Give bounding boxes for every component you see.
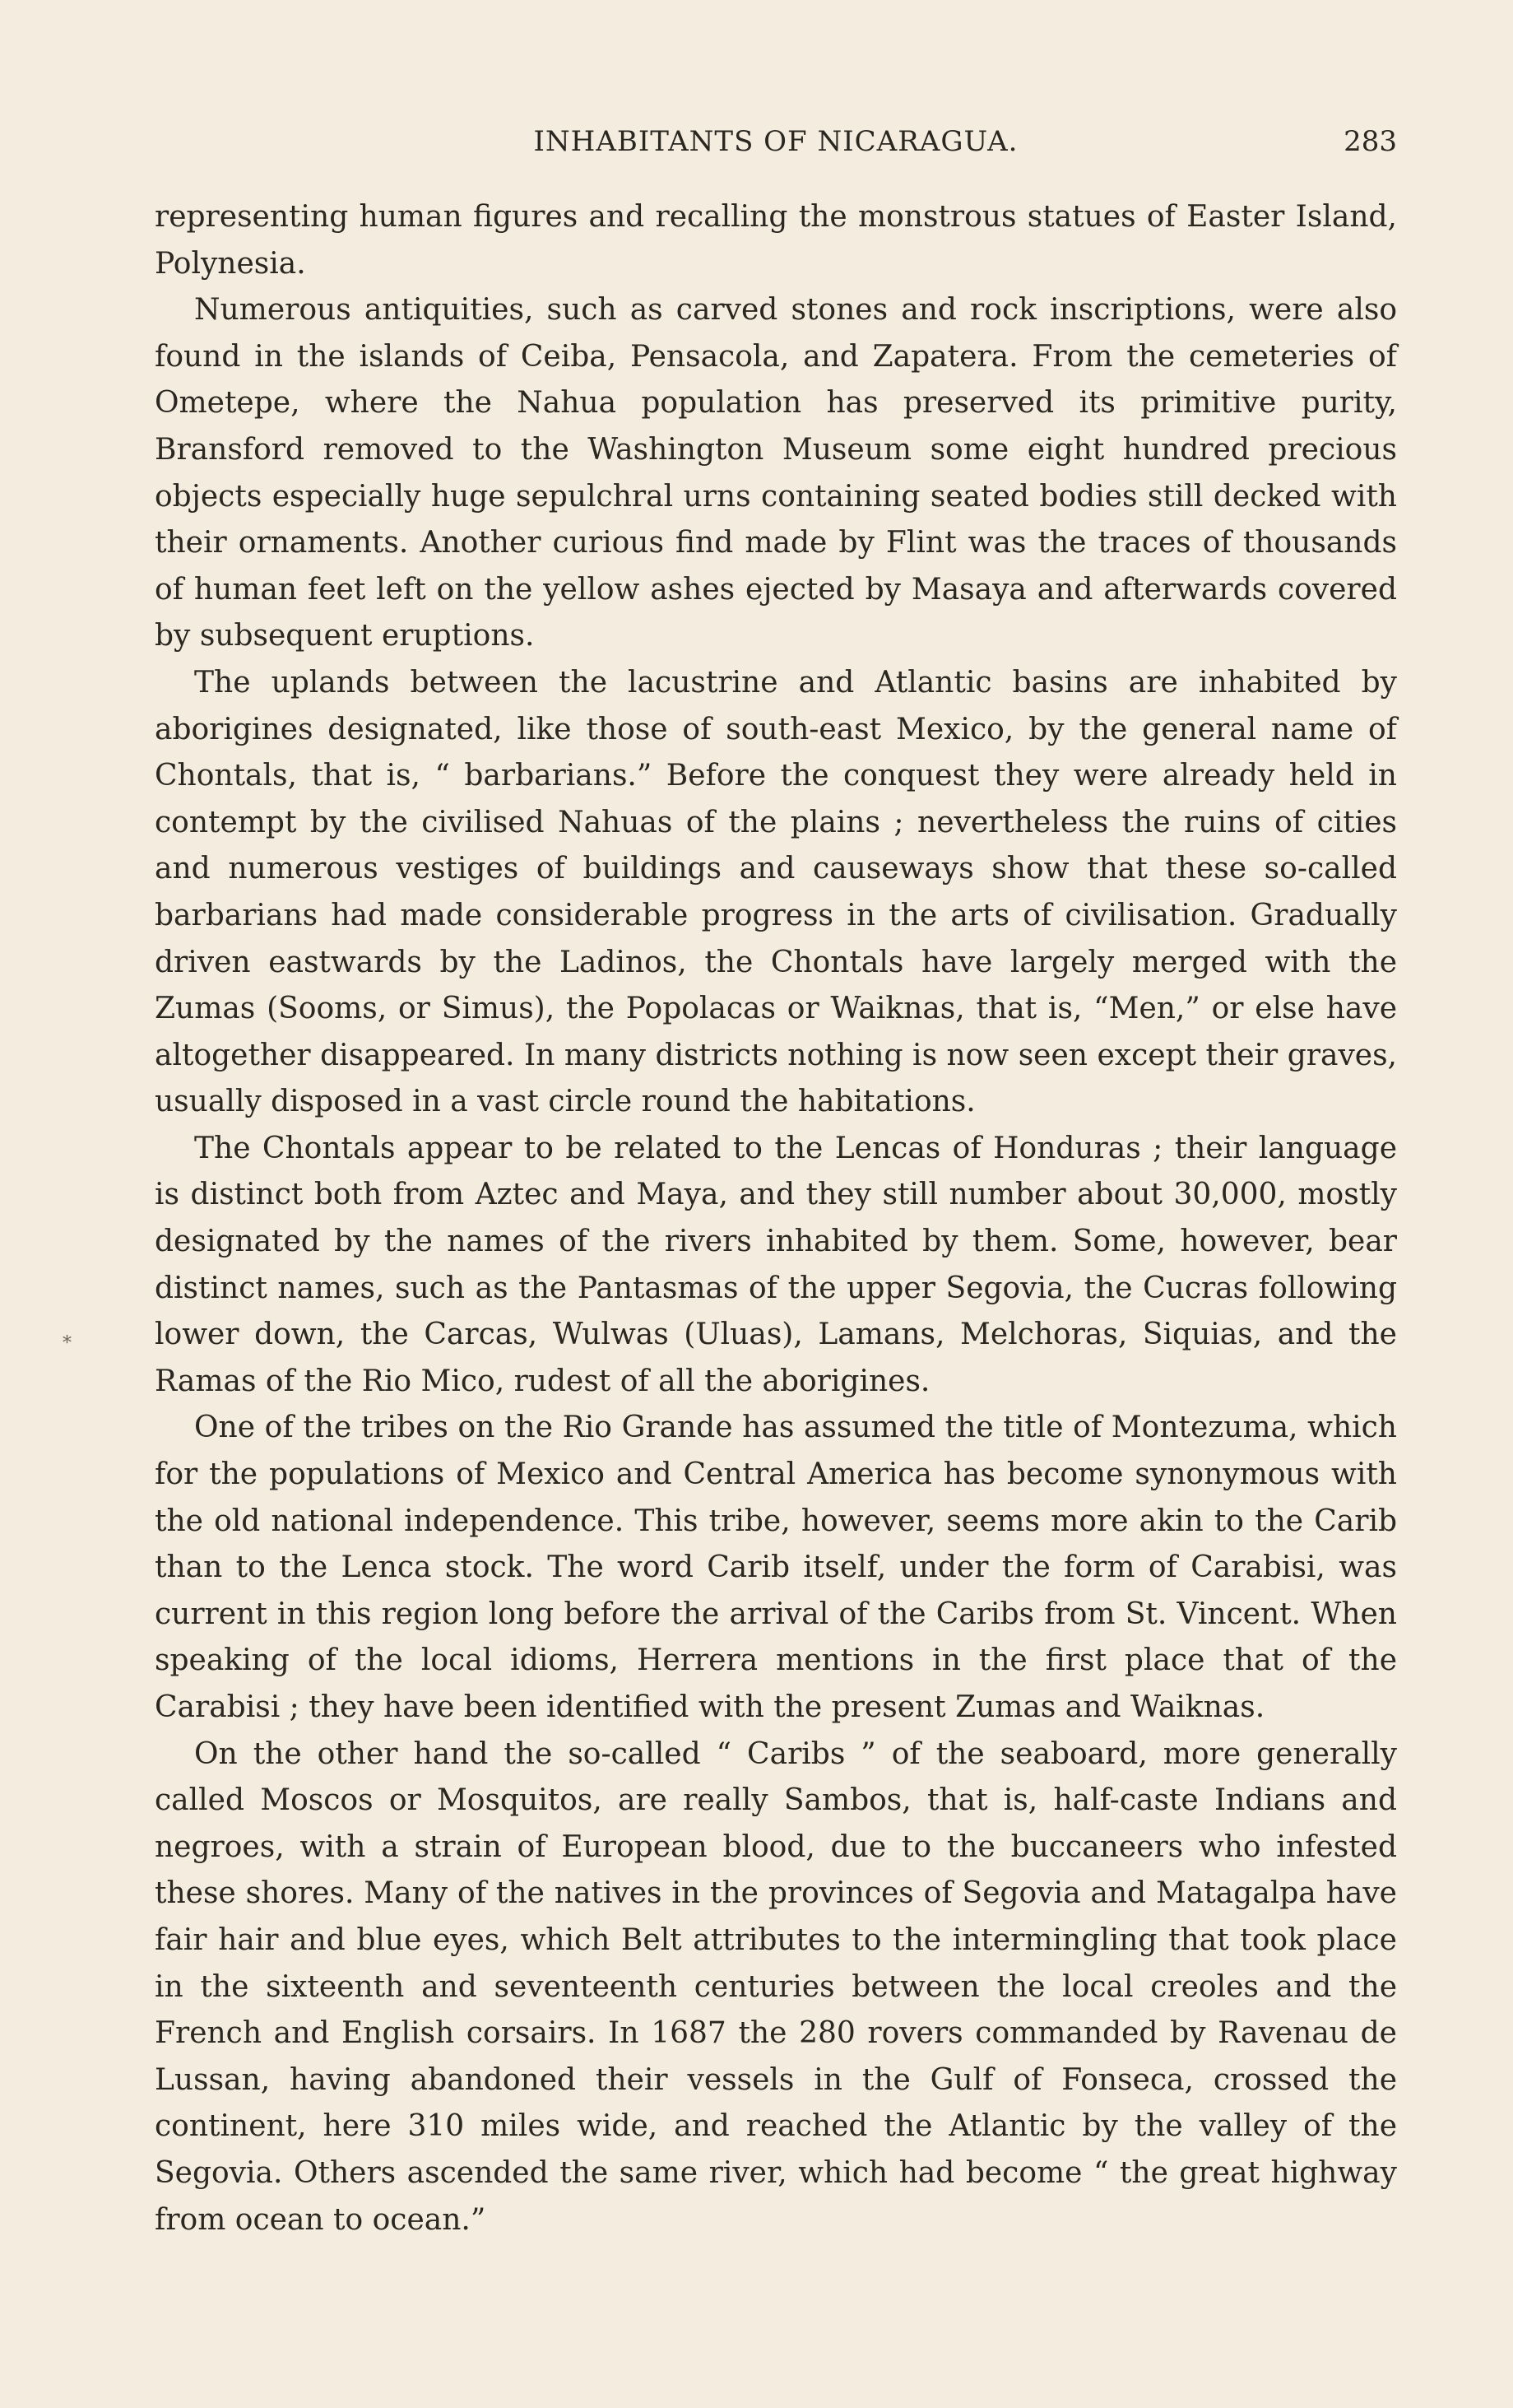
body-text xyxy=(155,194,1397,2243)
paragraph-chontals-uplands: The uplands between the lacustrine and Atlantic basins are inhabited by aborigines designated, like those of south-east Mexico, by the general name of Chontals, that is, “ barbarians.” Before the conquest they were already held in contempt by the civilised Nahuas of the plains ; nevertheless the ruins of cities and numerous vestiges of buildings and causeways show that these so-called barbarians had made considerable progress in the arts of civilisation. Gradually driven eastwards by the Ladinos, the Chontals have largely merged with the Zumas (Sooms, or Simus), the Popolacas or Waiknas, that is, “Men,” or else have altogether disappeared. In many districts nothing is now seen except their graves, usually disposed in a vast circle round the habitations. xyxy=(155,665,1397,1119)
paragraph-montezuma-tribe: One of the tribes on the Rio Grande has assumed the title of Montezuma, which for the populations of Mexico and Central America has become synonymous with the old national independence. This tribe, however, seems more akin to the Carib than to the Lenca stock. The word Carib itself, under the form of Carabisi, was current in this region long before the arrival of the Caribs from St. Vincent. When speaking of the local idioms, Herrera mentions in the first place that of the Carabisi ; they have been identified with the present Zumas and Waiknas. xyxy=(155,1411,1397,1724)
running-title: INHABITANTS OF NICARAGUA. xyxy=(533,125,1019,158)
margin-mark: * xyxy=(63,1333,72,1354)
paragraph-continuation: representing human figures and recalling the monstrous statues of Easter Island, Polynesia. xyxy=(155,200,1397,281)
page-header xyxy=(155,125,1397,174)
paragraph-caribs-seaboard: On the other hand the so-called “ Caribs ” of the seaboard, more generally called Moscos or Mosquitos, are really Sambos, that is, half-caste Indians and negroes, with a strain of European blood, due to the buccaneers who infested these shores. Many of the natives in the provinces of Segovia and Matagalpa have fair hair and blue eyes, which Belt attributes to the intermingling that took place in the sixteenth and seventeenth centuries between the local creoles and the French and English corsairs. In 1687 the 280 rovers commanded by Ravenau de Lussan, having abandoned their vessels in the Gulf of Fonseca, crossed the continent, here 310 miles wide, and reached the Atlantic by the valley of the Segovia. Others ascended the same river, which had become “ the great highway from ocean to ocean.” xyxy=(155,1736,1397,2237)
paragraph-antiquities: Numerous antiquities, such as carved stones and rock inscriptions, were also found in the islands of Ceiba, Pensacola, and Zapatera. From the cemeteries of Ometepe, where the Nahua population has preserved its primitive purity, Bransford removed to the Washington Museum some eight hundred precious objects especially huge sepulchral urns containing seated bodies still decked with their ornaments. Another curious find made by Flint was the traces of thousands of human feet left on the yellow ashes ejected by Masaya and afterwards covered by subsequent eruptions. xyxy=(155,293,1397,653)
paragraph-chontals-lencas: The Chontals appear to be related to the Lencas of Honduras ; their language is distinct both from Aztec and Maya, and they still number about 30,000, mostly designated by the names of the rivers inhabited by them. Some, however, bear distinct names, such as the Pantasmas of the upper Segovia, the Cucras following lower down, the Carcas, Wulwas (Uluas), Lamans, Melchoras, Siquias, and the Ramas of the Rio Mico, rudest of all the aborigines. xyxy=(155,1131,1397,1398)
page-number: 283 xyxy=(1344,125,1397,158)
